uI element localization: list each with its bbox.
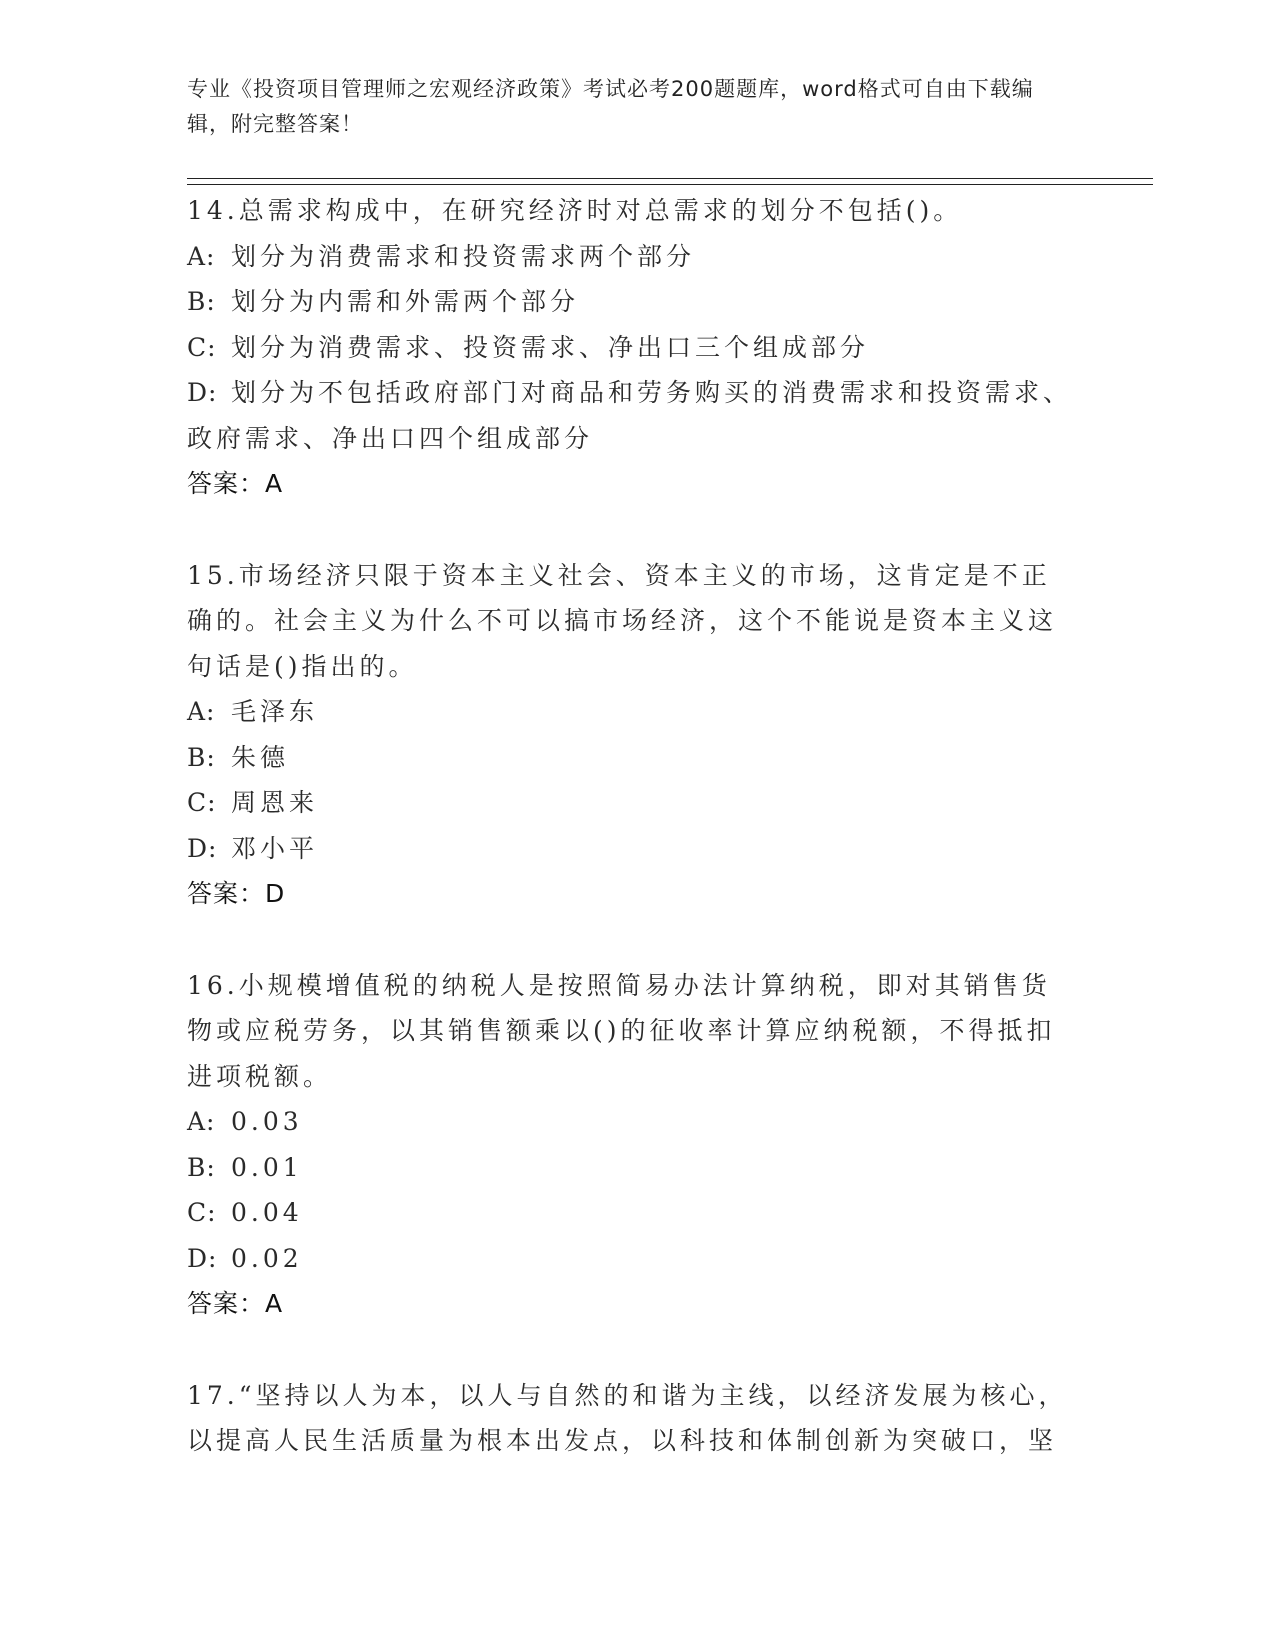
option-c — [187, 325, 1077, 371]
answer-line: 答案：A — [187, 469, 284, 498]
option-text: 周恩来 — [231, 788, 319, 817]
option-a — [187, 234, 1077, 280]
question-text: 17.“坚持以人为本，以人与自然的和谐为主线，以经济发展为核心，以提高人民生活质量为根本出发点，以科技和体制创新为突破口，坚 — [187, 1380, 1068, 1455]
option-b — [187, 1145, 1077, 1191]
option-text: 0.03 — [231, 1107, 303, 1136]
option-text: 划分为消费需求、投资需求、净出口三个组成部分 — [231, 332, 870, 362]
option-text: 划分为消费需求和投资需求两个部分 — [231, 241, 696, 271]
option-key: A: — [187, 1107, 216, 1136]
question-text: 16.小规模增值税的纳税人是按照简易办法计算纳税，即对其销售货物或应税劳务，以其销售额乘以()的征收率计算应纳税额，不得抵扣进项税额。 — [187, 970, 1056, 1091]
answer-line: 答案：D — [187, 879, 286, 908]
question-17 — [187, 1373, 1077, 1464]
option-key: B: — [187, 742, 216, 772]
option-text: 毛泽东 — [231, 697, 319, 726]
option-a — [187, 1099, 1077, 1145]
option-b — [187, 735, 1077, 781]
option-d — [187, 826, 1077, 872]
option-key: C: — [187, 788, 217, 817]
option-key: D: — [187, 1243, 218, 1273]
option-text: 0.01 — [231, 1152, 303, 1182]
option-key: A: — [187, 241, 216, 271]
option-key: B: — [187, 1152, 216, 1182]
question-text: 15.市场经济只限于资本主义社会、资本主义的市场，这肯定是不正确的。社会主义为什么不可以搞市场经济，这个不能说是资本主义这句话是()指出的。 — [187, 560, 1058, 681]
question-text: 14.总需求构成中，在研究经济时对总需求的划分不包括()。 — [187, 196, 963, 225]
question-15 — [187, 553, 1077, 917]
option-text: 划分为不包括政府部门对商品和劳务购买的消费需求和投资需求、政府需求、净出口四个组成部分 — [187, 378, 1073, 453]
question-list — [187, 188, 1077, 1510]
option-key: D: — [187, 833, 218, 863]
option-b — [187, 279, 1077, 325]
question-16 — [187, 963, 1077, 1327]
option-text: 邓小平 — [231, 833, 319, 863]
option-text: 0.02 — [231, 1243, 303, 1273]
option-c — [187, 780, 1077, 826]
option-key: C: — [187, 1198, 217, 1227]
option-key: D: — [187, 378, 218, 407]
answer-line: 答案：A — [187, 1289, 284, 1318]
option-text: 朱德 — [231, 742, 290, 772]
option-c — [187, 1190, 1077, 1236]
option-text: 划分为内需和外需两个部分 — [231, 287, 580, 316]
question-14 — [187, 188, 1077, 507]
option-key: B: — [187, 287, 216, 316]
option-key: C: — [187, 332, 217, 362]
header-divider-bottom — [187, 184, 1153, 185]
header-divider-top — [187, 178, 1153, 179]
option-d — [187, 370, 1077, 461]
option-d — [187, 1236, 1077, 1282]
option-key: A: — [187, 697, 216, 726]
option-text: 0.04 — [231, 1198, 303, 1227]
document-intro: 专业《投资项目管理师之宏观经济政策》考试必考200题题库，word格式可自由下载编辑，附完整答案！ — [187, 77, 1034, 136]
option-a — [187, 689, 1077, 735]
